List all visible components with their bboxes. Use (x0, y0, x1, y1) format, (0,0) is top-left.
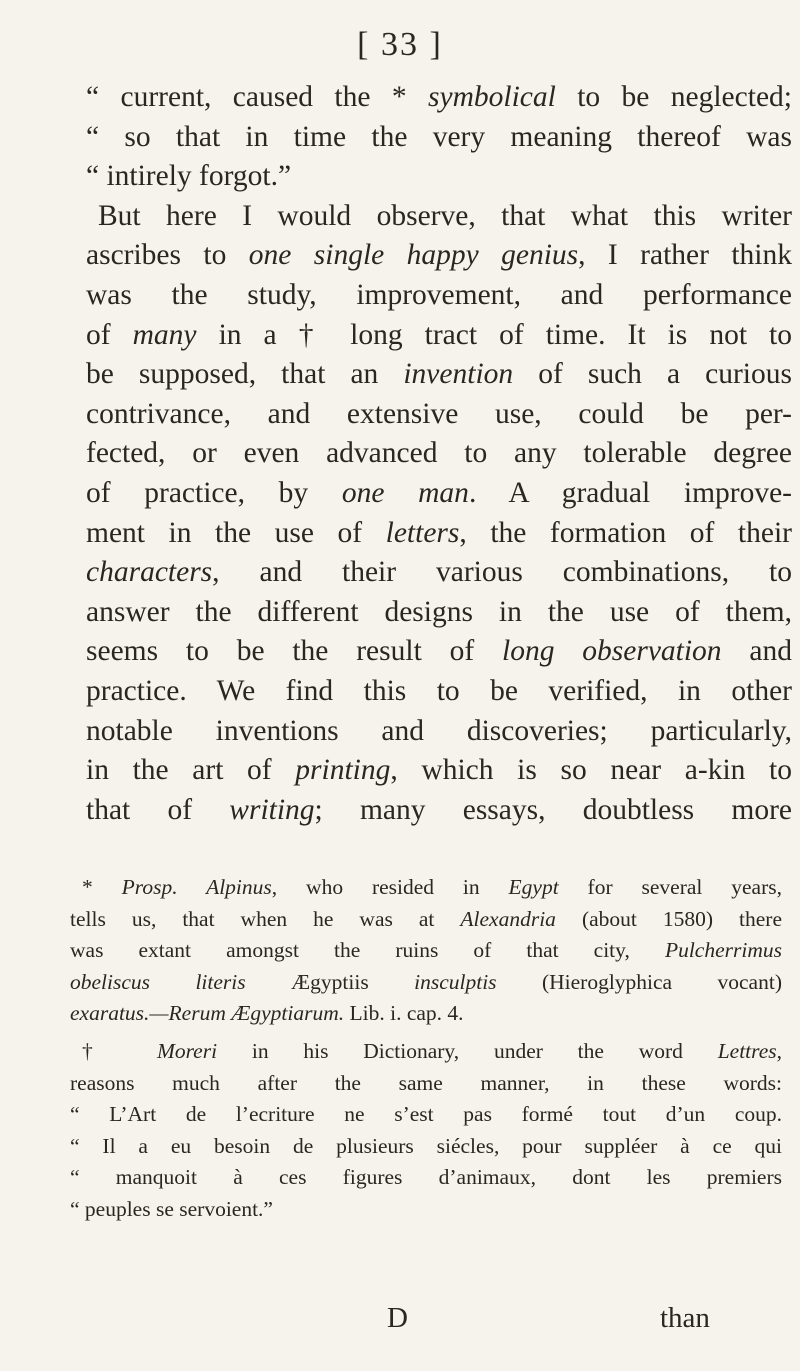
footnote-line (70, 1068, 782, 1100)
italic-run: letters (385, 516, 460, 549)
italic-run: long observation (502, 635, 722, 668)
text-run: “ intirely forgot.” (86, 160, 292, 193)
text-run: in his Dictionary, under the word (217, 1038, 718, 1063)
page-number-header: [ 33 ] (357, 26, 443, 63)
text-run: (Hieroglyphica vocant) (496, 969, 782, 994)
text-run: that of (86, 793, 230, 826)
body-line (86, 672, 792, 712)
text-run: “ current, caused the (86, 81, 392, 113)
italic-run: many (132, 318, 197, 351)
text-run: , (776, 1038, 782, 1063)
text-run: of practice, by (86, 476, 342, 509)
text-run: and (721, 635, 792, 668)
main-text-block (86, 78, 792, 830)
text-run: , the formation of their (459, 516, 792, 549)
text-run: (about 1580) there (555, 906, 782, 931)
footnote-line (70, 904, 782, 936)
text-run: notable inventions and discoveries; particularly, (86, 714, 792, 747)
body-line (86, 355, 792, 395)
italic-run: Moreri (156, 1038, 218, 1063)
body-line (86, 118, 792, 158)
footnote-line (70, 872, 782, 904)
text-run: , which is so near a-kin to (390, 754, 792, 787)
footnote-line (70, 1099, 782, 1131)
body-line (86, 276, 792, 316)
text-run: seems to be the result of (86, 635, 502, 668)
text-run: , I rather think (578, 239, 792, 272)
footnote-line (70, 998, 782, 1030)
text-run: to be neglected; (555, 81, 792, 113)
footnotes-block (70, 872, 782, 1226)
text-run: † (82, 1038, 157, 1063)
italic-run: insculptis (414, 969, 497, 994)
footnote-line (70, 1131, 782, 1163)
italic-run: one man (341, 476, 469, 509)
text-run: be supposed, that an (86, 358, 404, 391)
body-line (86, 434, 792, 474)
italic-run: obeliscus literis (70, 969, 246, 994)
text-run: Ægyptiis (245, 969, 415, 994)
text-run: . A gradual improve- (468, 476, 792, 509)
body-line (86, 712, 792, 752)
text-run: * (82, 875, 122, 899)
body-line (86, 791, 792, 831)
footnote-line (70, 1036, 782, 1068)
body-line (86, 157, 792, 197)
body-line (86, 593, 792, 633)
text-run: reasons much after the same manner, in these words: (70, 1070, 782, 1095)
text-run: contrivance, and extensive use, could be per- (86, 397, 792, 430)
page-footer (0, 1302, 800, 1342)
body-line (86, 553, 792, 593)
italic-run: printing (295, 754, 391, 787)
text-run: But here I would observe, that what this writer (98, 199, 792, 232)
italic-run: invention (403, 358, 514, 391)
body-line (86, 78, 792, 118)
body-line (86, 514, 792, 554)
catchword: than (660, 1302, 710, 1334)
text-run: “ L’Art de l’ecriture ne s’est pas formé tout d’un coup. (70, 1102, 782, 1127)
italic-run: Prosp. Alpinus (121, 875, 272, 899)
text-run: ; many essays, doubtless more (314, 793, 792, 826)
italic-run: characters (86, 556, 213, 589)
text-run: of (86, 318, 133, 351)
text-run: answer the different designs in the use of them, (86, 595, 792, 628)
footnote-line (70, 935, 782, 967)
body-line (86, 632, 792, 672)
text-run: fected, or even advanced to any tolerable degree (86, 437, 792, 470)
text-run: ascribes to (86, 239, 249, 272)
signature-mark: D (387, 1302, 408, 1334)
italic-run: symbolical (428, 81, 556, 113)
italic-run: Egypt (508, 875, 559, 899)
text-run: tells us, that when he was at (70, 906, 461, 931)
italic-run: Lettres (717, 1038, 777, 1063)
body-line (86, 474, 792, 514)
body-line (86, 316, 792, 356)
text-run: for several years, (558, 875, 782, 899)
text-run: was extant amongst the ruins of that city, (70, 938, 665, 963)
italic-run: Pulcherrimus (664, 938, 782, 963)
text-run: in a † long tract of time. It is not to (196, 318, 792, 351)
text-run: “ Il a eu besoin de plusieurs siécles, pour suppléer à ce qui (70, 1133, 782, 1158)
body-line (86, 236, 792, 276)
text-run: practice. We find this to be verified, in other (86, 674, 792, 707)
text-run: in the art of (86, 754, 296, 787)
text-run: was the study, improvement, and performance (86, 278, 792, 311)
footnote-line (70, 967, 782, 999)
text-run: “ manquoit à ces figures d’animaux, dont les premiers (70, 1165, 782, 1190)
text-run: of such a curious (513, 358, 792, 391)
text-run: , who resided in (271, 875, 509, 899)
body-line (86, 197, 792, 237)
text-run: “ peuples se servoient.” (70, 1196, 273, 1221)
italic-run: Alexandria (460, 906, 556, 931)
text-run: ment in the use of (86, 516, 386, 549)
text-run: “ so that in time the very meaning thereof was (86, 120, 792, 153)
text-run: , and their various combinations, to (212, 556, 792, 589)
body-line (86, 395, 792, 435)
text-run: * (391, 81, 428, 113)
text-run: Lib. i. cap. 4. (344, 1001, 464, 1026)
italic-run: writing (229, 793, 315, 826)
italic-run: one single happy genius (248, 239, 579, 272)
body-line (86, 751, 792, 791)
footnote-line (70, 1162, 782, 1194)
footnote-line (70, 1194, 782, 1226)
italic-run: exaratus.—Rerum Ægyptiarum. (70, 1001, 345, 1026)
